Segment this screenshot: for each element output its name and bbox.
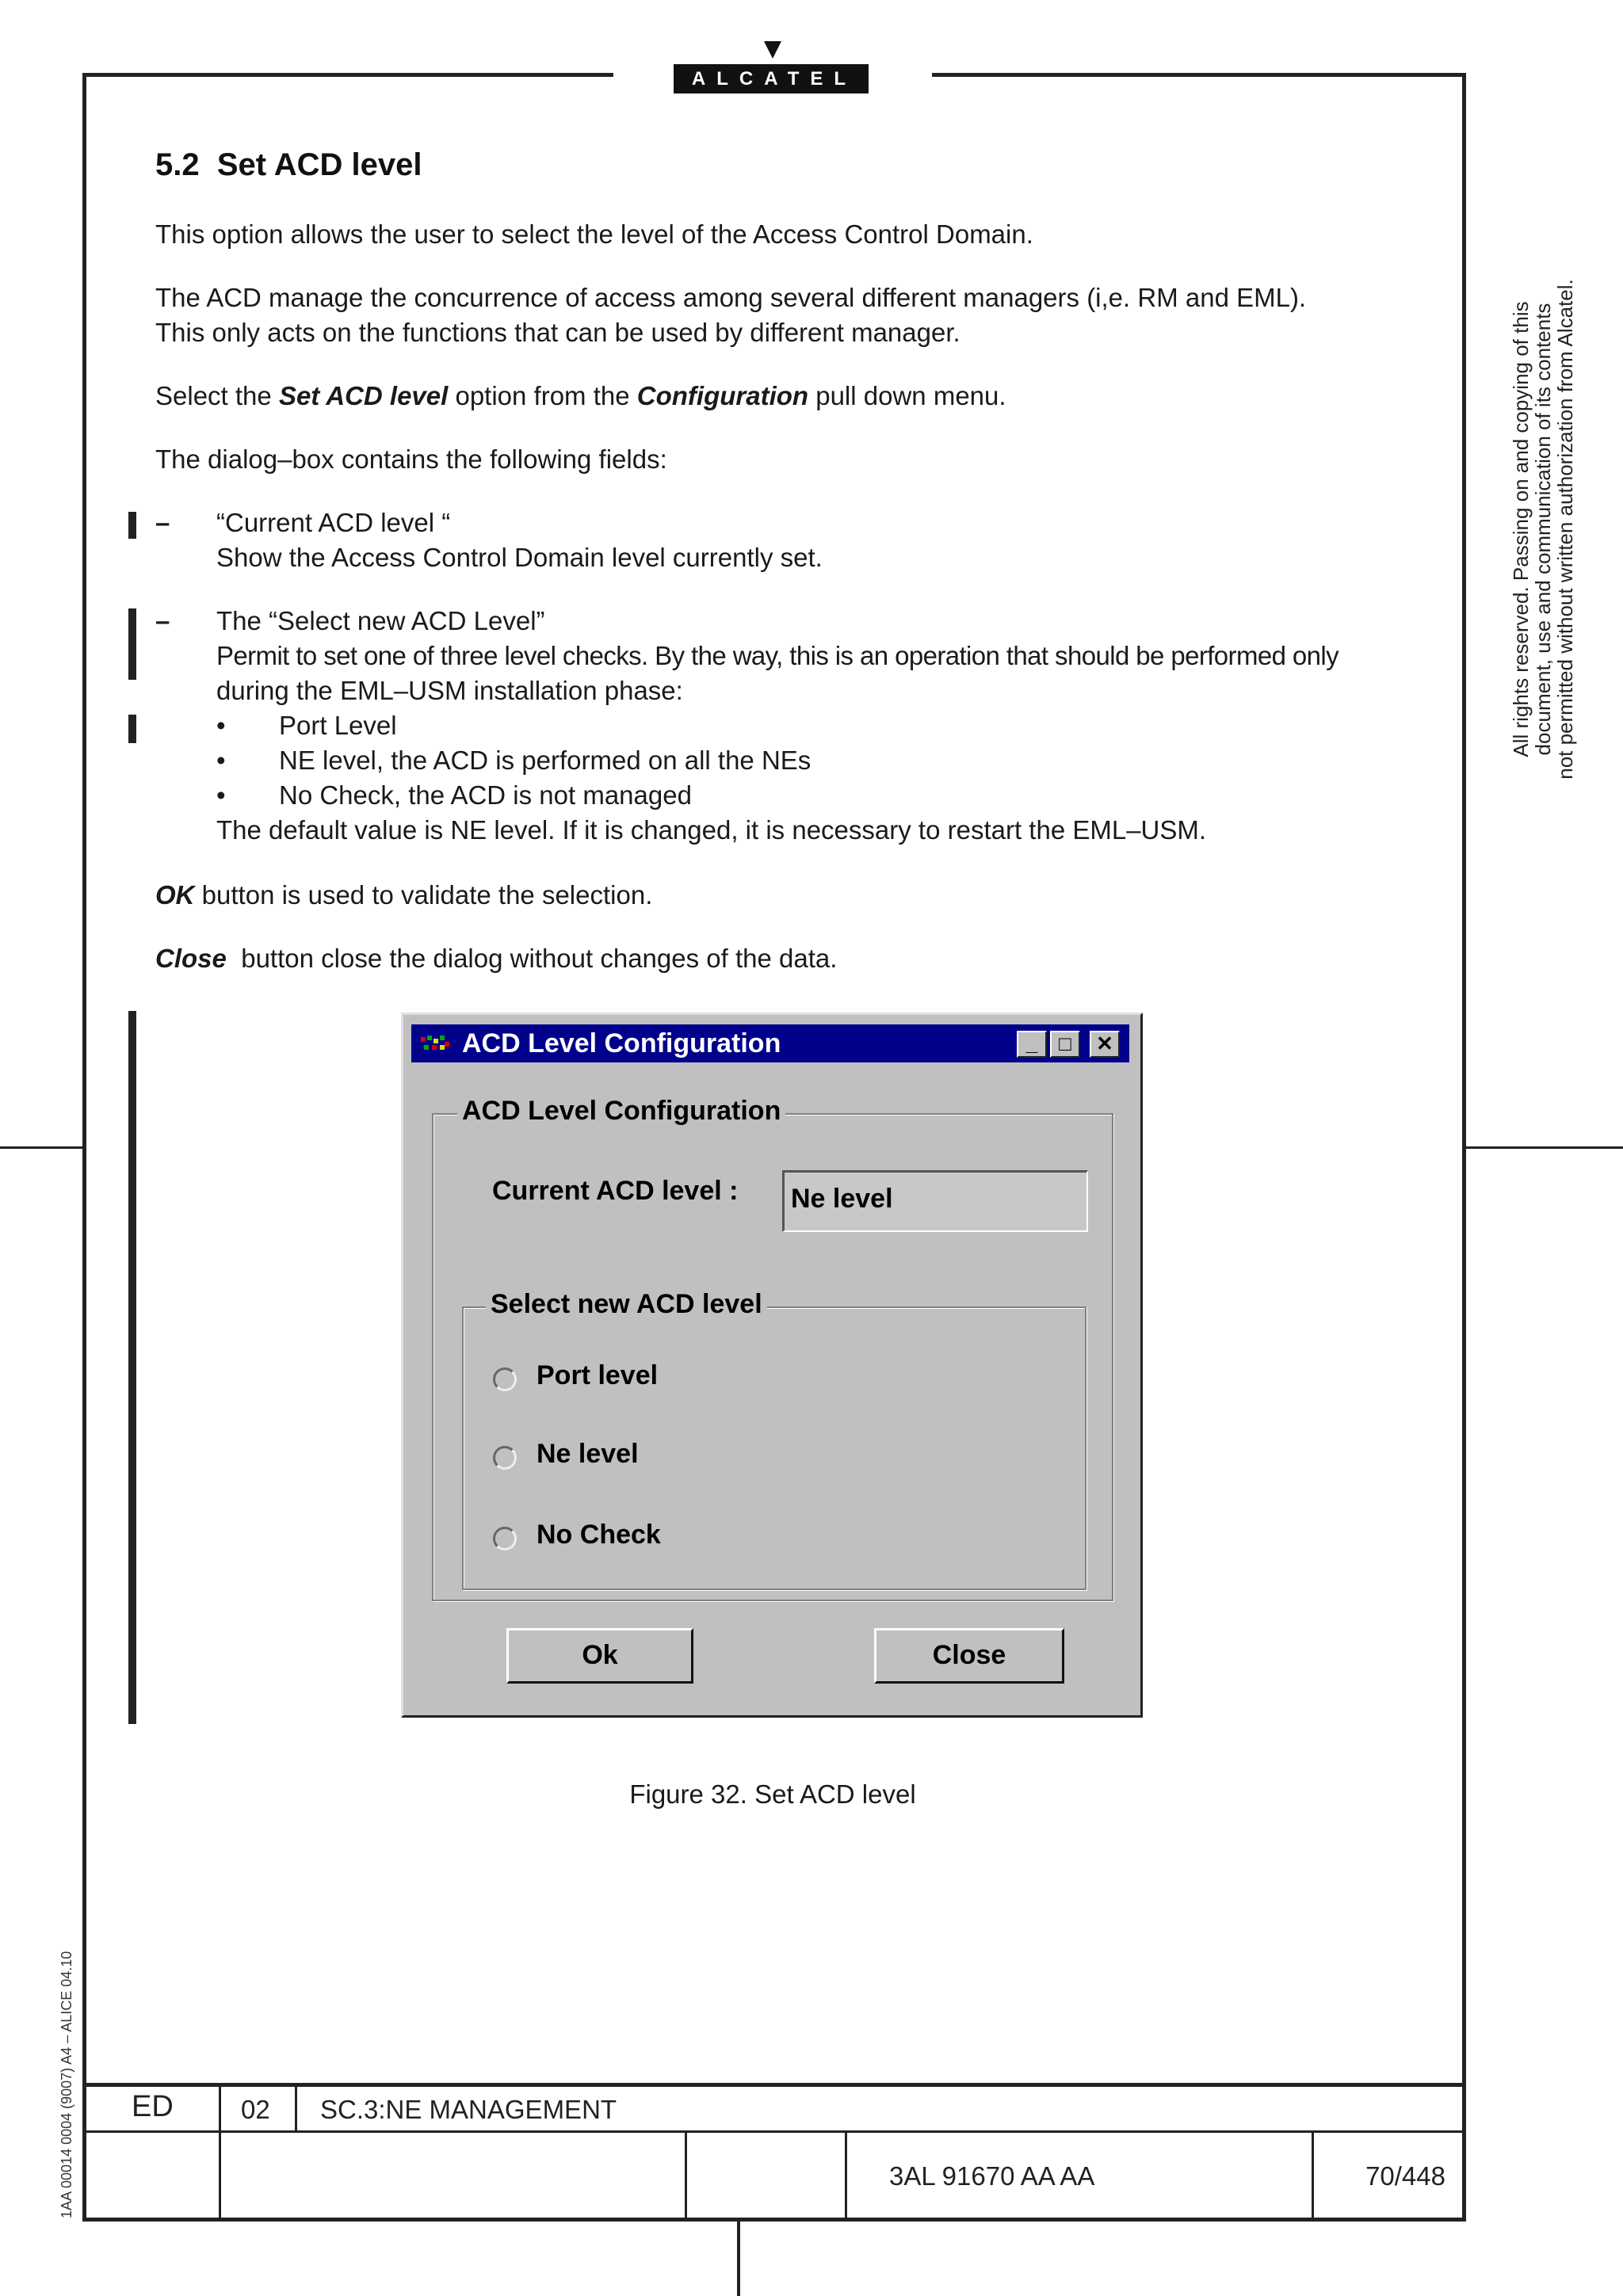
acd-dialog-window	[401, 1013, 1143, 1718]
figure-caption: Figure 32. Set ACD level	[629, 1779, 916, 1809]
minimize-button[interactable]: _	[1017, 1031, 1047, 1058]
text-run: button is used to validate the selection.	[194, 880, 653, 910]
footer-col-line	[845, 2130, 847, 2222]
port-level-radio[interactable]	[493, 1367, 517, 1391]
ne-level-radio[interactable]	[493, 1446, 517, 1470]
dialog-titlebar[interactable]	[411, 1024, 1129, 1062]
close-button[interactable]: Close	[874, 1628, 1064, 1684]
current-acd-label: Current ACD level :	[492, 1176, 739, 1206]
no-check-radio[interactable]	[493, 1527, 517, 1550]
fold-mark-bottom	[737, 2222, 740, 2296]
ok-term: OK	[155, 880, 195, 910]
menu-name: Configuration	[636, 381, 809, 410]
text-run: pull down menu.	[808, 381, 1006, 410]
copyright-line: document, use and communication of its contents	[1531, 303, 1555, 756]
bullet-item: NE level, the ACD is performed on all the NEs	[279, 746, 812, 775]
bullet-item: Port Level	[279, 711, 397, 740]
paragraph-fields: The dialog–box contains the following fields:	[155, 444, 667, 474]
ne-level-label[interactable]: Ne level	[537, 1439, 639, 1469]
chapter-title: SC.3:NE MANAGEMENT	[320, 2095, 617, 2124]
current-acd-field: Ne level	[782, 1170, 1088, 1232]
paragraph-menu	[155, 379, 1423, 414]
menu-option-name: Set ACD level	[278, 381, 449, 410]
paragraph-acd	[155, 280, 1423, 350]
text-run: option from the	[448, 381, 637, 410]
list-dash: –	[155, 606, 170, 635]
section-heading	[155, 147, 422, 183]
frame-top-right	[932, 73, 1466, 77]
page-number: 70/448	[1365, 2161, 1445, 2191]
app-icon	[421, 1035, 451, 1053]
list-item-title: The “Select new ACD Level”	[216, 606, 545, 635]
dialog-title: ACD Level Configuration	[462, 1028, 781, 1058]
footer-col-line	[219, 2087, 221, 2222]
form-code: 1AA 00014 0004 (9007) A4 – ALICE 04.10	[59, 1951, 74, 2218]
copyright-line: not permitted without written authorization from Alcatel.	[1553, 279, 1577, 780]
fold-mark-left	[0, 1146, 82, 1149]
maximize-button[interactable]: □	[1050, 1031, 1080, 1058]
bullet-mark: •	[216, 780, 226, 810]
frame-left	[82, 73, 86, 2222]
paragraph-intro: This option allows the user to select the level of the Access Control Domain.	[155, 219, 1033, 249]
select-level-group-title: Select new ACD level	[486, 1289, 767, 1320]
paragraph-line: The ACD manage the concurrence of access among several different managers (i,e. RM and EML).	[155, 283, 1307, 312]
change-bar	[128, 512, 136, 539]
edition-number: 02	[241, 2095, 270, 2124]
paragraph-line: This only acts on the functions that can be used by different manager.	[155, 318, 960, 347]
footer-table	[82, 2083, 1466, 2222]
section-number: 5.2	[155, 147, 200, 182]
bullet-mark: •	[216, 711, 226, 740]
edition-label: ED	[132, 2090, 174, 2123]
change-bar	[128, 1011, 136, 1724]
list-item-desc: Show the Access Control Domain level currently set.	[216, 543, 823, 572]
close-note	[155, 941, 1423, 976]
alcatel-logo: ALCATEL	[674, 64, 869, 93]
change-bar	[128, 608, 136, 680]
document-code: 3AL 91670 AA AA	[889, 2161, 1095, 2191]
footer-col-line	[685, 2130, 687, 2222]
change-bar	[128, 715, 136, 743]
default-note: The default value is NE level. If it is changed, it is necessary to restart the EML–USM.	[216, 815, 1207, 845]
close-term: Close	[155, 944, 227, 973]
bullet-item: No Check, the ACD is not managed	[279, 780, 692, 810]
close-window-button[interactable]: ✕	[1090, 1031, 1120, 1058]
list-item-desc: during the EML–USM installation phase:	[216, 676, 683, 705]
footer-col-line	[295, 2087, 297, 2130]
port-level-label[interactable]: Port level	[537, 1360, 659, 1390]
logo-arrow-icon	[764, 41, 781, 59]
footer-col-line	[1312, 2130, 1314, 2222]
fold-mark-right	[1466, 1146, 1623, 1149]
section-title: Set ACD level	[216, 147, 422, 182]
list-item-desc: Permit to set one of three level checks. By the way, this is an operation that should be performed only	[216, 641, 1339, 670]
list-dash: –	[155, 508, 170, 537]
text-run: button close the dialog without changes of the data.	[226, 944, 838, 973]
footer-divider	[82, 2130, 1466, 2133]
list-item-title: “Current ACD level “	[216, 508, 451, 537]
copyright-notice	[1510, 252, 1576, 807]
no-check-label[interactable]: No Check	[537, 1520, 661, 1550]
bullet-mark: •	[216, 746, 226, 775]
text-run: Select the	[155, 381, 279, 410]
copyright-line: All rights reserved. Passing on and copying of this	[1509, 301, 1533, 757]
acd-config-group-title: ACD Level Configuration	[457, 1096, 785, 1127]
ok-button[interactable]: Ok	[506, 1628, 693, 1684]
ok-note	[155, 878, 1423, 913]
frame-top-left	[82, 73, 613, 77]
